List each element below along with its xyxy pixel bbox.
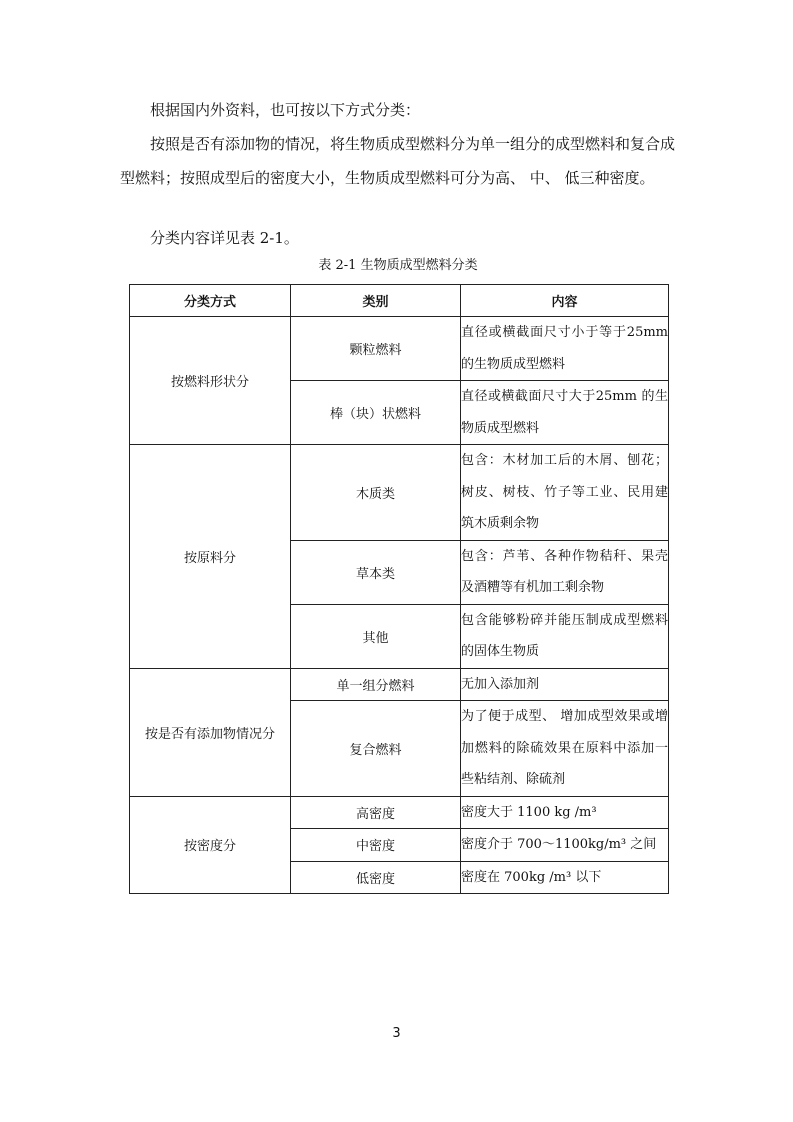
category-cell: 高密度 [291,796,461,829]
category-cell: 棒（块）状燃料 [291,381,461,445]
category-cell: 颗粒燃料 [291,317,461,381]
content-cell: 包含：木材加工后的木屑、刨花；树皮、树枝、竹子等工业、民用建筑木质剩余物 [461,445,669,541]
table-row [130,317,669,381]
category-cell: 草本类 [291,540,461,604]
table-row [130,796,669,829]
category-cell: 复合燃料 [291,701,461,797]
category-cell: 其他 [291,604,461,668]
header-content: 内容 [461,285,669,317]
table-caption: 表 2-1 生物质成型燃料分类 [318,258,478,273]
content-cell: 直径或横截面尺寸小于等于25mm 的生物质成型燃料 [461,317,669,381]
table-header-row [130,285,669,317]
category-cell: 中密度 [291,829,461,862]
content-cell: 密度介于 700～1100kg/m³ 之间 [461,829,669,862]
page-number: 3 [392,1026,401,1041]
table-row [130,445,669,541]
method-cell: 按燃料形状分 [130,317,291,445]
content-cell: 直径或横截面尺寸大于25mm 的生物质成型燃料 [461,381,669,445]
content-cell: 为了便于成型、 增加成型效果或增加燃料的除硫效果在原料中添加一些粘结剂、除硫剂 [461,701,669,797]
content-cell: 包含：芦苇、各种作物秸秆、果壳及酒糟等有机加工剩余物 [461,540,669,604]
category-cell: 低密度 [291,861,461,894]
content-cell: 包含能够粉碎并能压制成成型燃料的固体生物质 [461,604,669,668]
method-cell: 按密度分 [130,796,291,894]
classification-table [129,284,669,894]
intro-paragraph-1: 根据国内外资料，也可按以下方式分类： [150,101,421,119]
content-cell: 密度在 700kg /m³ 以下 [461,861,669,894]
header-method: 分类方式 [130,285,291,317]
header-category: 类别 [291,285,461,317]
method-cell: 按原料分 [130,445,291,669]
intro-paragraph-2: 按照是否有添加物的情况，将生物质成型燃料分为单一组分的成型燃料和复合成型燃料；按照成型后的密度大小，生物质成型燃料可分为高、 中、 低三种密度。 [120,135,676,187]
intro-paragraph-3: 分类内容详见表 2-1。 [150,229,299,247]
category-cell: 木质类 [291,445,461,541]
content-cell: 密度大于 1100 kg /m³ [461,796,669,829]
method-cell: 按是否有添加物情况分 [130,668,291,796]
category-cell: 单一组分燃料 [291,668,461,701]
content-cell: 无加入添加剂 [461,668,669,701]
table-row [130,668,669,701]
